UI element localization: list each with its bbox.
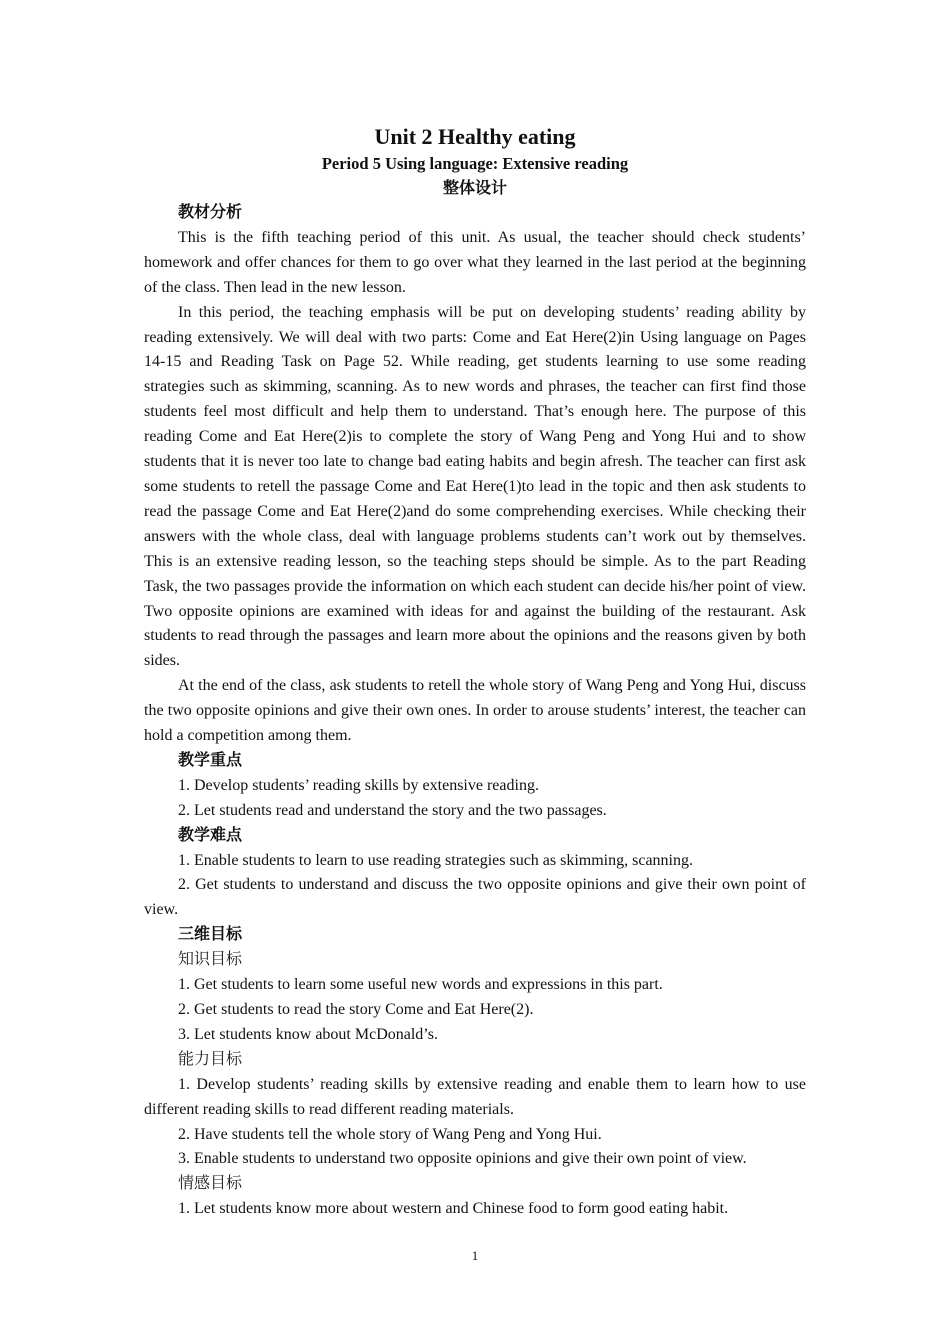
page-content	[144, 122, 806, 1222]
ability-objectives-heading: 能力目标	[178, 1050, 243, 1068]
knowledge-objective-item: 3. Let students know about McDonald’s.	[178, 1025, 438, 1043]
material-analysis-heading: 教材分析	[178, 204, 243, 221]
objectives-heading: 三维目标	[178, 926, 243, 944]
analysis-paragraph: At the end of the class, ask students to retell the whole story of Wang Peng and Yong Hui, discuss the two opposite opinions and give their own ones. In order to arouse students’ interest, the teacher can hold a competition among them.	[144, 677, 806, 745]
key-points-heading: 教学重点	[178, 751, 243, 769]
ability-objective-item: 3. Enable students to understand two opposite opinions and give their own point of view.	[178, 1150, 747, 1168]
difficult-points-heading: 教学难点	[178, 826, 243, 844]
ability-objective-item: 1. Develop students’ reading skills by extensive reading and enable them to learn how to use different reading skills to read different reading materials.	[144, 1075, 806, 1118]
emotion-objective-item: 1. Let students know more about western and Chinese food to form good eating habit.	[178, 1200, 729, 1218]
analysis-paragraph: This is the fifth teaching period of this unit. As usual, the teacher should check students’ homework and offer chances for them to go over what they learned in the last period at the beginning of the class. Then lead in the new lesson.	[144, 228, 806, 296]
difficult-point-item: 1. Enable students to learn to use reading strategies such as skimming, scanning.	[178, 851, 693, 869]
knowledge-objectives-heading: 知识目标	[178, 951, 243, 969]
document-title: Unit 2 Healthy eating	[374, 124, 576, 149]
key-point-item: 2. Let students read and understand the story and the two passages.	[178, 801, 607, 819]
analysis-paragraph: In this period, the teaching emphasis will be put on developing students’ reading ability by reading extensively. We will deal with two parts: Come and Eat Here(2)in Using language on Pages 14-15 and Reading Task on Page 52. While reading, get students learning to use some reading strategies such as skimming, scanning. As to new words and phrases, the teacher can first find those students feel most difficult and help them to understand. That’s enough here. The purpose of this reading Come and Eat Here(2)is to complete the story of Wang Peng and Yong Hui and to show students that it is never too late to change bad eating habits and begin afresh. The teacher can first ask some students to retell the passage Come and Eat Here(1)to lead in the topic and then ask students to read the passage Come and Eat Here(2)and do some comprehending exercises. While checking their answers with the whole class, deal with language problems students can’t work out by themselves. This is an extensive reading lesson, so the teaching steps should be simple. As to the part Reading Task, the two passages provide the information on which each student can decide his/her point of view. Two opposite opinions are examined with ideas for and against the building of the restaurant. Ask students to read through the passages and learn more about the opinions and the reasons given by both sides.	[144, 303, 806, 670]
emotion-objectives-heading: 情感目标	[178, 1175, 243, 1193]
knowledge-objective-item: 1. Get students to learn some useful new words and expressions in this part.	[178, 976, 663, 994]
period-subtitle: Period 5 Using language: Extensive reading	[321, 154, 629, 173]
overall-design-heading: 整体设计	[442, 180, 507, 197]
knowledge-objective-item: 2. Get students to read the story Come and Eat Here(2).	[178, 1001, 534, 1018]
ability-objective-item: 2. Have students tell the whole story of Wang Peng and Yong Hui.	[178, 1125, 602, 1143]
key-point-item: 1. Develop students’ reading skills by extensive reading.	[178, 776, 539, 794]
difficult-point-item: 2. Get students to understand and discuss the two opposite opinions and give their own point of view.	[144, 876, 806, 919]
page-number: 1	[471, 1248, 479, 1263]
